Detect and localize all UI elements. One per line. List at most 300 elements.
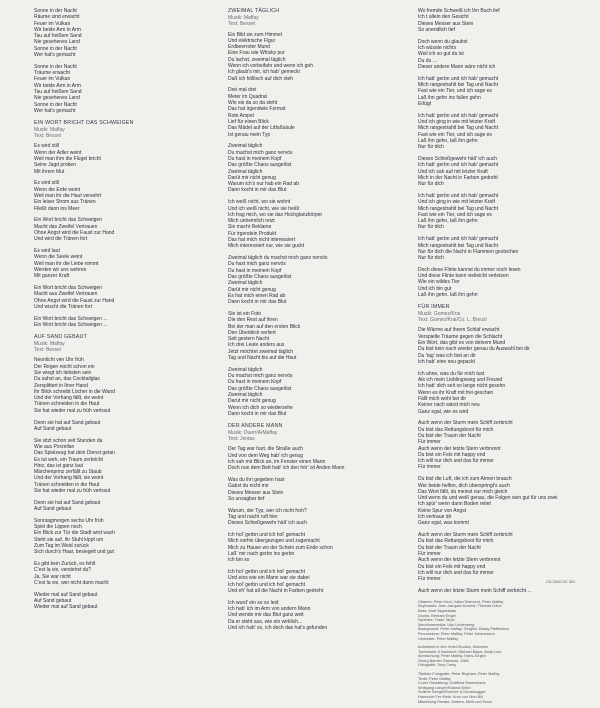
credit-line: Cover Gestaltung: Gottfried Rosenkranz (418, 681, 486, 686)
lyric-line: Dieses Messer aus Stein (418, 20, 474, 27)
lyric-line: Der Regen reicht schon ein (34, 363, 95, 370)
lyric-line: Ich weiß nicht, wo sie wohnt (228, 199, 291, 206)
lyric-line: Und elektrische Figur (228, 37, 276, 44)
lyric-line: Das größte Chaos ausgelöst (228, 385, 292, 392)
song-block (34, 334, 194, 611)
production-credits (418, 600, 586, 641)
lyric-line: Lief für einen Blick (228, 118, 269, 125)
lyric-line: Erlügt (418, 100, 432, 107)
credit-line: Harmonie Fer Werk: Arno von Mori Bill (418, 695, 483, 700)
lyric-line: Doch diese Flinte kannst du immer noch lesen (418, 266, 521, 273)
lyric-line: Darüt mir nicht genug (228, 398, 276, 405)
lyric-line: Darüt mir nicht genug (228, 286, 276, 293)
lyric-line: Weil man ihm die Flügel bricht (34, 155, 101, 162)
lyric-line: Tau auf heißem Sand (34, 33, 82, 40)
lyric-line: Und ich ging in wie mit letzter Kraft (418, 199, 495, 206)
lyric-line: Du du ... (418, 57, 437, 64)
stanza (228, 255, 388, 305)
lyric-line: Ich wüsste nichts (418, 44, 457, 51)
stanza (228, 87, 388, 137)
lyric-line: Nie gesehenes Land (34, 39, 80, 46)
lyric-line: Ich hab' gerbn und ich hab' gemacht (418, 162, 499, 169)
stanza (228, 446, 388, 471)
lyric-line: Ich glaub's mir, ich hab' gemeckt (228, 69, 300, 76)
lyric-line: Ich hab' gerbn und ich hab' gemacht (418, 75, 499, 82)
lyric-line: Erdbeerroter Mund (228, 44, 270, 51)
lyric-line: Seine Jagd proben (34, 162, 76, 169)
lyric-line: Dann kocht in mir das Blut (228, 410, 287, 417)
lyric-line: Zweimal täglich (228, 392, 263, 399)
lyric-line: Für immer (418, 464, 441, 471)
lyric-line: Du sahst an, das Cocktailglas (34, 376, 100, 383)
lyric-line: Du hast in meinem Kopf (228, 267, 282, 274)
lyric-line: Ohne Angst wird die Faust zur Hand (34, 229, 115, 236)
lyric-line: Mit ihrem Mut (34, 168, 65, 175)
lyric-line: Sie hat wieder mal zu früh vertraut (34, 488, 111, 494)
lyric-line: Tag und Nacht bis auf die Haut (228, 355, 297, 362)
lyric-line: Du bist kein nach wieder genau du Auswahl bei dir (418, 346, 530, 353)
lyric-line: Ich ahne, was du für mich tust (418, 370, 485, 377)
lyric-line: Und der Vorhang fällt, sie weint (34, 475, 104, 482)
lyric-line: Fast wie ein Tier, und ich sage es (418, 211, 492, 218)
lyric-line: Auf Sand gebaut (34, 598, 72, 605)
lyric-line: Darüt mir nicht genug (228, 174, 276, 181)
lyric-line: Mich rangestrahlt bei Tag und Nacht (418, 205, 498, 212)
credit-line: Mundharmonika: Udo Lindenberg (418, 622, 475, 627)
lyric-line: Mich vorhin übergezogen und zugemacht (228, 538, 320, 545)
lyric-line: Spiel die Lippen noch (34, 524, 82, 531)
lyric-line: Sie wiegt ich liebsten sein (34, 369, 92, 376)
credit-line: Sofiene Seeger/Ruhmer & Moosbrugger (418, 690, 486, 695)
lyric-line: Wie sie da so da steht (228, 100, 278, 107)
stanza (228, 311, 388, 361)
lyrics-column-middle (228, 8, 388, 637)
lyric-line: Ich hab' gerbn und ich hab' gemacht (418, 192, 499, 199)
lyric-line: Du bist der Traum der Nacht (418, 432, 481, 439)
lyric-line: Steht sie auf, ihr Stuhl kippt um (34, 536, 104, 543)
song-title: DER ANDERE MANN (228, 422, 283, 429)
lyric-line: Du hast in meinem Kopf (228, 155, 282, 162)
stanza (228, 569, 388, 594)
credit-line: Gitarren: Peter Keul, Julian Diamond, Peter Maffay (418, 599, 504, 604)
credit-line: Text: Gomez/Krai/Co: L. Breusl (418, 317, 487, 324)
lyric-line: Ich hab' gerbn und ich hab' gemacht (418, 236, 499, 243)
lyric-line: Ich hab' eine neu gepackt (418, 358, 475, 365)
lyric-line: Ein Wort bricht das Schweigen (34, 284, 102, 291)
lyric-line: Ich bin so (228, 557, 250, 564)
lyric-line: Zum Tag im Weid zurück (34, 543, 89, 550)
stanza (418, 327, 586, 365)
lyric-line: Wir beide Arm in Arm (34, 82, 81, 89)
lyric-line: Zweimal täglich du machst mich ganz nervös (228, 255, 328, 262)
credit-line: Percussions: Peter Maffay, Peter Johanesson (418, 631, 495, 636)
lyric-line: Auf Sand gebaut (34, 506, 72, 513)
lyric-line: Mich zu Hause wo der Schein zum Ende schon (228, 544, 333, 551)
lyric-line: Ganz egal, was kommt (418, 520, 469, 527)
lyric-line: Mich interessiert nur, wie sie guckt (228, 243, 305, 250)
lyric-line: Das Mädel auf der Litfaßsäule (228, 125, 295, 132)
lyric-line: Eine Frau wie Whisky pur (228, 50, 285, 57)
lyric-line: Du bist ein Fels mit happy end (418, 451, 486, 458)
lyric-line: Laß ihn gehn, laß ihn gehn (418, 218, 478, 225)
lyric-line: Ja, Sie war nicht (34, 573, 71, 580)
lyric-line: So unendlich tief (418, 26, 455, 33)
song-title: AUF SAND GEBAUT (34, 333, 88, 340)
lyric-line: Und ich bin gut (418, 285, 452, 292)
lyric-line: Bei der man auf den ersten Blick (228, 323, 301, 330)
lyric-line: Laß ihn gehn, laß ihn gehn (418, 137, 478, 144)
lyric-line: Dieses Schießgewehr hält' ich auch (418, 155, 498, 162)
lyric-line: Märchenprinz zerfällt zu Staub (34, 469, 102, 476)
stanza (34, 500, 194, 513)
lyric-line: Dieser andere Mann wäre nicht ich (418, 63, 496, 70)
lyric-line: Wo fremde Schweiß ich Ihn Buch lief (418, 8, 500, 14)
stanza (418, 476, 586, 526)
lyric-line: Ist genau mein Typ (228, 131, 271, 138)
lyric-line: Verspielte Träume gegen die Schlacht (418, 333, 503, 340)
song-credits (418, 311, 586, 324)
lyric-line: Und wird die Tränen fort (34, 236, 88, 243)
lyric-line: Keine Spur von Angst (418, 507, 467, 514)
lyric-line: Du bist ein Fels mit happy end (418, 563, 486, 570)
lyric-line: Und diese Flinte kann vielleicht verletzen (418, 273, 509, 280)
lyric-line: Denn sie hat auf Sand gebaut (34, 499, 101, 506)
lyric-line: Auch wenn der letzte Stern verbrennt (418, 557, 501, 564)
lyric-line: Wieder mal auf Sand gebaut (34, 604, 98, 611)
lyric-line: Du hast in meinem Kopf (228, 379, 282, 386)
lyric-line: Du lachst, zweimal täglich (228, 56, 286, 63)
lyric-line: Für immer (418, 550, 441, 557)
lyric-line: Das Spielzeug hat dein Dienst getan (34, 450, 115, 457)
lyric-line: Dieses Messer aus Stein (228, 489, 284, 496)
lyric-line: Wenn ich dich so wiedersehe (228, 404, 293, 411)
lyric-line: Sie sitzt schon seit Stunden da (34, 437, 103, 444)
song-credits (34, 341, 194, 354)
lyric-line: Für immer (418, 576, 441, 583)
stanza (34, 561, 194, 586)
lyric-line: Sonne in der Nacht (34, 63, 77, 70)
lyric-line: Auch wenn der Sturm mein Schiff zerbricht (418, 420, 513, 427)
production-credits (418, 645, 586, 668)
stanza (34, 316, 194, 329)
lyric-line: Sie hat wieder mal zu früh vertraut (34, 407, 111, 414)
stanza (34, 357, 194, 414)
lyric-line: Und eins wie ein Mann war sie dabei (228, 575, 310, 582)
credit-line: Titelfoto Fotografie: Peter Brigham, Peter Maffay (418, 672, 500, 677)
lyric-line: Du hast mich ganz nervös (228, 261, 286, 268)
song-block (418, 304, 586, 594)
lyric-line: Macht aus Zweifel Vertrauen (34, 291, 98, 298)
stanza (34, 420, 194, 433)
lyric-line: Ein Wort, das gibt es von deinem Mund (418, 340, 506, 347)
stanza (34, 143, 194, 174)
lyric-line: Jetzt möchtet zweimal täglich (228, 348, 294, 355)
song-block (228, 423, 388, 632)
credit-line: Background: Peter Maffay, Gingtrol, Bassy Pfefferkorn (418, 627, 509, 632)
lyric-line: Warum ich's nur hab ein Rad ab (228, 181, 300, 188)
lyric-line: Ein Wort bricht das Schweigen ... (34, 315, 108, 322)
lyric-line: Fast wie ein Tier, und ich sage es (418, 88, 492, 95)
credits-block (418, 600, 586, 704)
lyric-line: Werden wir uns wehren (34, 266, 87, 273)
credit-line: Wolfgang Langer/Roland Strich (418, 685, 471, 690)
lyric-line: Ich hol' gerbn und ich hol' gemacht (228, 581, 305, 588)
lyric-line: Neonlicht vier Uhr früh (34, 357, 84, 364)
credit-line: Synthies: Trade Tarjol (418, 618, 455, 623)
lyric-line: Tränen schneiden in die Haut (34, 401, 100, 408)
lyric-line: Die den Rest auf ihren (228, 317, 278, 324)
song-block (34, 120, 194, 329)
lyric-line: Und ich hab' so, ich doch das hat's gefunden (228, 624, 328, 631)
lyric-line: Zweimal täglich (228, 143, 263, 150)
lyric-line: Ich drei Leute anders aus (228, 342, 285, 349)
lyric-line: Doch wenn du glaubst (418, 38, 468, 45)
lyric-line: Du bist das Rettungsboot für mich (418, 538, 494, 545)
production-credits (418, 672, 586, 704)
stanza (418, 8, 586, 33)
credit-line: Texte: Peter Maffay (418, 676, 451, 681)
stanza (228, 477, 388, 502)
lyric-line: Träume erwacht (34, 70, 70, 77)
stanza (228, 199, 388, 249)
lyric-line: Ein leiser Strom aus Tränen (34, 199, 96, 206)
lyric-line: Und von dem Weg hab' ich genug (228, 452, 304, 459)
lyric-line: Wieder mal auf Sand gebaut (34, 591, 98, 598)
lyric-line: Du bist die Luft, die ich zum Atmen brauch (418, 476, 512, 483)
stanza (418, 588, 586, 594)
credit-line: Bass: Andi Vagabbaas (418, 608, 456, 613)
lyric-line: Sie macht Reklame (228, 224, 272, 231)
lyric-line: Wer beide helfen, dich überspringt's auch (418, 482, 510, 489)
song-title: FÜR IMMER (418, 303, 450, 310)
lyric-line: Es hat mich einen Rad ab (228, 292, 286, 299)
lyric-line: Ich vertraue dir (418, 513, 452, 520)
lyric-line: Doch nun dem Bett hab' ich den hör' ist Anden Mann (228, 465, 345, 472)
credit-line: Text: Jentas (228, 436, 255, 443)
lyric-line: Fällt mich wohl bei dir (418, 395, 467, 402)
song-credits (228, 15, 388, 28)
lyric-line: Weil man ihr die Haut versehrt (34, 192, 102, 199)
lyric-line: Es wird still (34, 180, 60, 187)
song-title: ZWEIMAL TÄGLICH (228, 8, 280, 14)
credit-line: Text: Bessel (34, 133, 61, 140)
song-credits (228, 430, 388, 443)
lyric-line: Sonne in der Nacht (34, 101, 77, 108)
lyric-line: Ein Wort bricht das Schweigen (34, 217, 102, 224)
lyric-line: Nie gesehenes Land (34, 95, 80, 102)
lyric-line: Auf Sand gebaut (34, 425, 72, 432)
stanza (34, 518, 194, 556)
credit-line: Musik: Duerr/A/Maffay (228, 429, 278, 436)
lyric-line: Mich unheimlich reizt (228, 218, 275, 225)
credit-line: Fotografie: Tony Cresy (418, 663, 457, 668)
lyric-line: Tau auf heißem Sand (34, 89, 82, 96)
stanza (34, 248, 194, 279)
song-block (418, 8, 586, 298)
lyric-line: Seit gestern Nacht (228, 336, 270, 343)
lyric-line: Was du ihn gegeben hast (228, 477, 285, 483)
lyric-line: Laß ihn gehn ins fallen gehn (418, 94, 481, 101)
stanza (418, 39, 586, 70)
lyric-line: Wenn ich vorbeifahr und wenn ich geh (228, 63, 313, 70)
credit-line: Musik: Maffay (34, 340, 65, 347)
lyric-line: Wer hat's gemacht (34, 52, 76, 59)
stanza (418, 267, 586, 298)
song-credits (34, 127, 194, 140)
stanza (34, 217, 194, 242)
lyric-line: Das größte Chaos ausgelöst (228, 162, 292, 169)
lyric-line: Es tut weh, ein Traum zerbricht (34, 456, 103, 463)
lyric-line: Fließt dann ins Meer (34, 205, 80, 212)
stanza (228, 508, 388, 527)
lyric-line: Es wird still (34, 143, 60, 150)
lyrics-column-left (34, 8, 194, 616)
lyric-line: Mich in der Nacht in Farben gedreht (418, 174, 498, 181)
lyric-line: Dieses Schießgewehr hält' ich auch (228, 520, 308, 527)
lyric-line: Auch wenn der Sturm mein Schiff zerbricht (418, 532, 513, 539)
lyric-line: Laß' mir nach gerbn ins gerbn (228, 550, 295, 557)
stanza (228, 532, 388, 563)
lyric-line: Du bist das Rettungsboot für mich (418, 426, 494, 433)
lyric-line: Gabst du nicht mir (228, 483, 269, 490)
credit-line: Keyboards: Jean Jacques Kravetz, Thomas Gänz (418, 604, 502, 609)
lyric-line: Denn sie hat auf Sand gebaut (34, 419, 101, 426)
lyric-line: Es gibt kein Zurück, es fehlt (34, 561, 96, 568)
credit-line: Georg Barnier Diamond, 1986 (418, 658, 469, 663)
stanza (418, 193, 586, 231)
lyric-line: Und wenn du und weiß genau, die Folgen sein gut für uns zwei (418, 495, 558, 502)
lyric-line: Ich will nur dich und das für immer (418, 569, 494, 576)
lyric-line: Ihr Blick schreibt Löcher in die Wand (34, 388, 115, 395)
lyric-line: Mit ganzer Kraft (34, 273, 70, 280)
lyric-line: Und ich sah auf mit letzter Kraft (418, 168, 488, 175)
lyric-line: Dann kocht in mir das Blut (228, 299, 287, 306)
song-block (34, 8, 194, 114)
lyric-line: Mich rangestrahlt bei Tag und Nacht (418, 125, 498, 132)
lyric-line: Nur für dich (418, 181, 444, 188)
stanza (34, 285, 194, 310)
lyric-line: Mich rangestrahlt bei Tag und Nacht (418, 81, 498, 88)
lyric-line: Ich will nur dich und das für immer (418, 458, 494, 465)
lyric-line: Und ich ging in wie mit letzter Kraft (418, 118, 495, 125)
lyric-line: Sie ist ein Foto (228, 310, 262, 317)
lyric-line: Ich hab' gerbn und ich hab' gemacht (418, 112, 499, 119)
lyric-line: Mich rangestrahlt bei Tag und Nacht (418, 242, 498, 249)
lyric-line: Für irgendein Produkt (228, 230, 277, 237)
lyric-line: Ohne Angst wird die Faust zur Hand (34, 297, 115, 304)
stanza (418, 532, 586, 582)
lyric-line: Ich wurd' ein so so leid (228, 599, 279, 606)
lyric-line: Rote Ampel (228, 112, 254, 119)
lyric-line: Wenn die Erde weint (34, 186, 81, 193)
lyric-line: Es wird laut (34, 248, 60, 254)
lyric-line: Und wende mir das Blut ganz weit (228, 612, 304, 619)
stanza (228, 600, 388, 631)
lyric-line: Laß ihn gehn, laß ihn gehn (418, 292, 478, 299)
credit-line: Text: Bessel (228, 21, 255, 28)
lyric-line: Du machst mich ganz nervös (228, 373, 293, 380)
lyric-line: Sonntagmorgen sechs Uhr früh (34, 517, 104, 524)
credit-line: Mitwirkung Renate, Andrea, Merit und Team (418, 699, 492, 704)
lyric-line: Nur für dich (418, 144, 444, 151)
lyric-line: Fast wie ein Tier, und ich sage es (418, 131, 492, 138)
lyric-line: Auch wenn der letzte Sturm mein Schiff zerbricht ... (418, 587, 532, 594)
lyric-line: Meter im Quadrat (228, 93, 267, 100)
lyric-line: Wer hat's gemacht (34, 107, 76, 114)
lyric-line: Ein Wort bricht das Schweigen ... (34, 321, 108, 328)
lyric-line: Das Wort fällt, du meinst nur mich gleich (418, 488, 508, 495)
lyric-line: Den Überblick verliert (228, 329, 276, 336)
lyric-line: Zweimal täglich (228, 366, 263, 373)
lyric-line: Nur für dich (418, 224, 444, 231)
lyric-line: Dann kocht in mir das Blut (228, 187, 287, 194)
lyric-line: Ein Bild sie zum Himmel (228, 31, 282, 38)
lyric-line: Die Wärme auf ihrem Schlaf erwacht (418, 327, 500, 334)
lyric-line: Wie ein wildes Tier (418, 279, 460, 286)
song-title: EIN WORT BRICHT DAS SCHWEIGEN (34, 119, 134, 126)
lyric-line: Drei mal drei (228, 87, 257, 94)
credit-line: Aufnahme in den Hotel-Studios, München (418, 645, 489, 650)
lyric-line: Keiner nach wärst mich neu (418, 402, 480, 409)
lyric-line: Wir beide Arm in Arm (34, 26, 81, 33)
song-block (228, 8, 388, 417)
lyric-line: Ich sah mir Blick an, im Fenster einen Mann (228, 458, 326, 465)
lyric-line: Sonne in der Nacht (34, 45, 77, 52)
lyric-line: Tag und nacht ruft hier (228, 513, 278, 520)
lyrics-column-right (418, 8, 586, 708)
lyric-line: Ich spür' wenn dann Boden reitet (418, 501, 491, 508)
lyric-line: C'est la vie, verstehst du? (34, 567, 92, 574)
lyric-line: Ich t allein den Gesicht (418, 14, 469, 21)
credit-line: Abmischung: Peter Maffay, Hans-Jürgen (418, 654, 487, 659)
lyric-line: Wie aus Porzellan (34, 443, 75, 450)
lyric-line: Und der Vorhang fällt, sie weint (34, 395, 104, 402)
stanza (34, 64, 194, 114)
credit-line: Tonmeister & Assistent: Michael Bayer, Andy Lutz (418, 649, 502, 654)
lyric-line: Zweimal täglich (228, 280, 263, 287)
credit-line: Musik: Maffay (228, 15, 259, 21)
lyric-line: Hinz, das ist ganz laut (34, 462, 83, 469)
stanza (228, 367, 388, 417)
lyric-line: C'est la vie, wer nicht dann macht (34, 580, 109, 587)
lyric-line: Du machst mich ganz nervös (228, 149, 293, 156)
lyric-line: Du 'tag' was ich bist an dir (418, 352, 476, 359)
lyric-line: Zersplittert in Ihrer Hand (34, 382, 88, 389)
lyric-line: Zweimal täglich (228, 168, 263, 175)
lyric-line: Ich frag mich, wo sie das Hochglanzkörper (228, 211, 323, 218)
stanza (418, 371, 586, 415)
lyric-line: Das hat irgendwie Format (228, 106, 286, 113)
lyric-line: Feuer im Vulkan (34, 76, 71, 83)
catalog-number: CD 2500 OC 301 (546, 580, 576, 584)
lyric-line: Ganz egal, wie es wird (418, 408, 469, 415)
lyric-line: Und eh' hat all die Nacht in Farben gedreht (228, 587, 324, 594)
lyric-line: So unsagbar tief (228, 495, 265, 502)
lyric-line: Das hat mich nicht interessiert (228, 237, 295, 243)
lyric-line: Und ich weiß nicht, wie sie heißt (228, 205, 300, 212)
lyric-line: Wenn die Seele weint (34, 254, 83, 261)
lyric-line: Und wischt die Tränen fort (34, 303, 93, 310)
lyric-line: Du bist der Traum der Nacht (418, 544, 481, 551)
lyric-line: Der Tag war hart, die Straße auch (228, 446, 303, 453)
stanza (418, 76, 586, 107)
lyric-line: Sich durch's Haar, besiegelt und gut (34, 549, 114, 556)
lyric-line: Ein Blick zur Tür die Stadt wird wach (34, 530, 116, 537)
lyric-line: Für immer (418, 439, 441, 446)
credit-line: Orchester: Peter Maffay (418, 636, 459, 641)
lyric-line: Tränen schneiden in die Haut (34, 481, 100, 488)
lyric-line: Feuer im Vulkan (34, 20, 71, 27)
